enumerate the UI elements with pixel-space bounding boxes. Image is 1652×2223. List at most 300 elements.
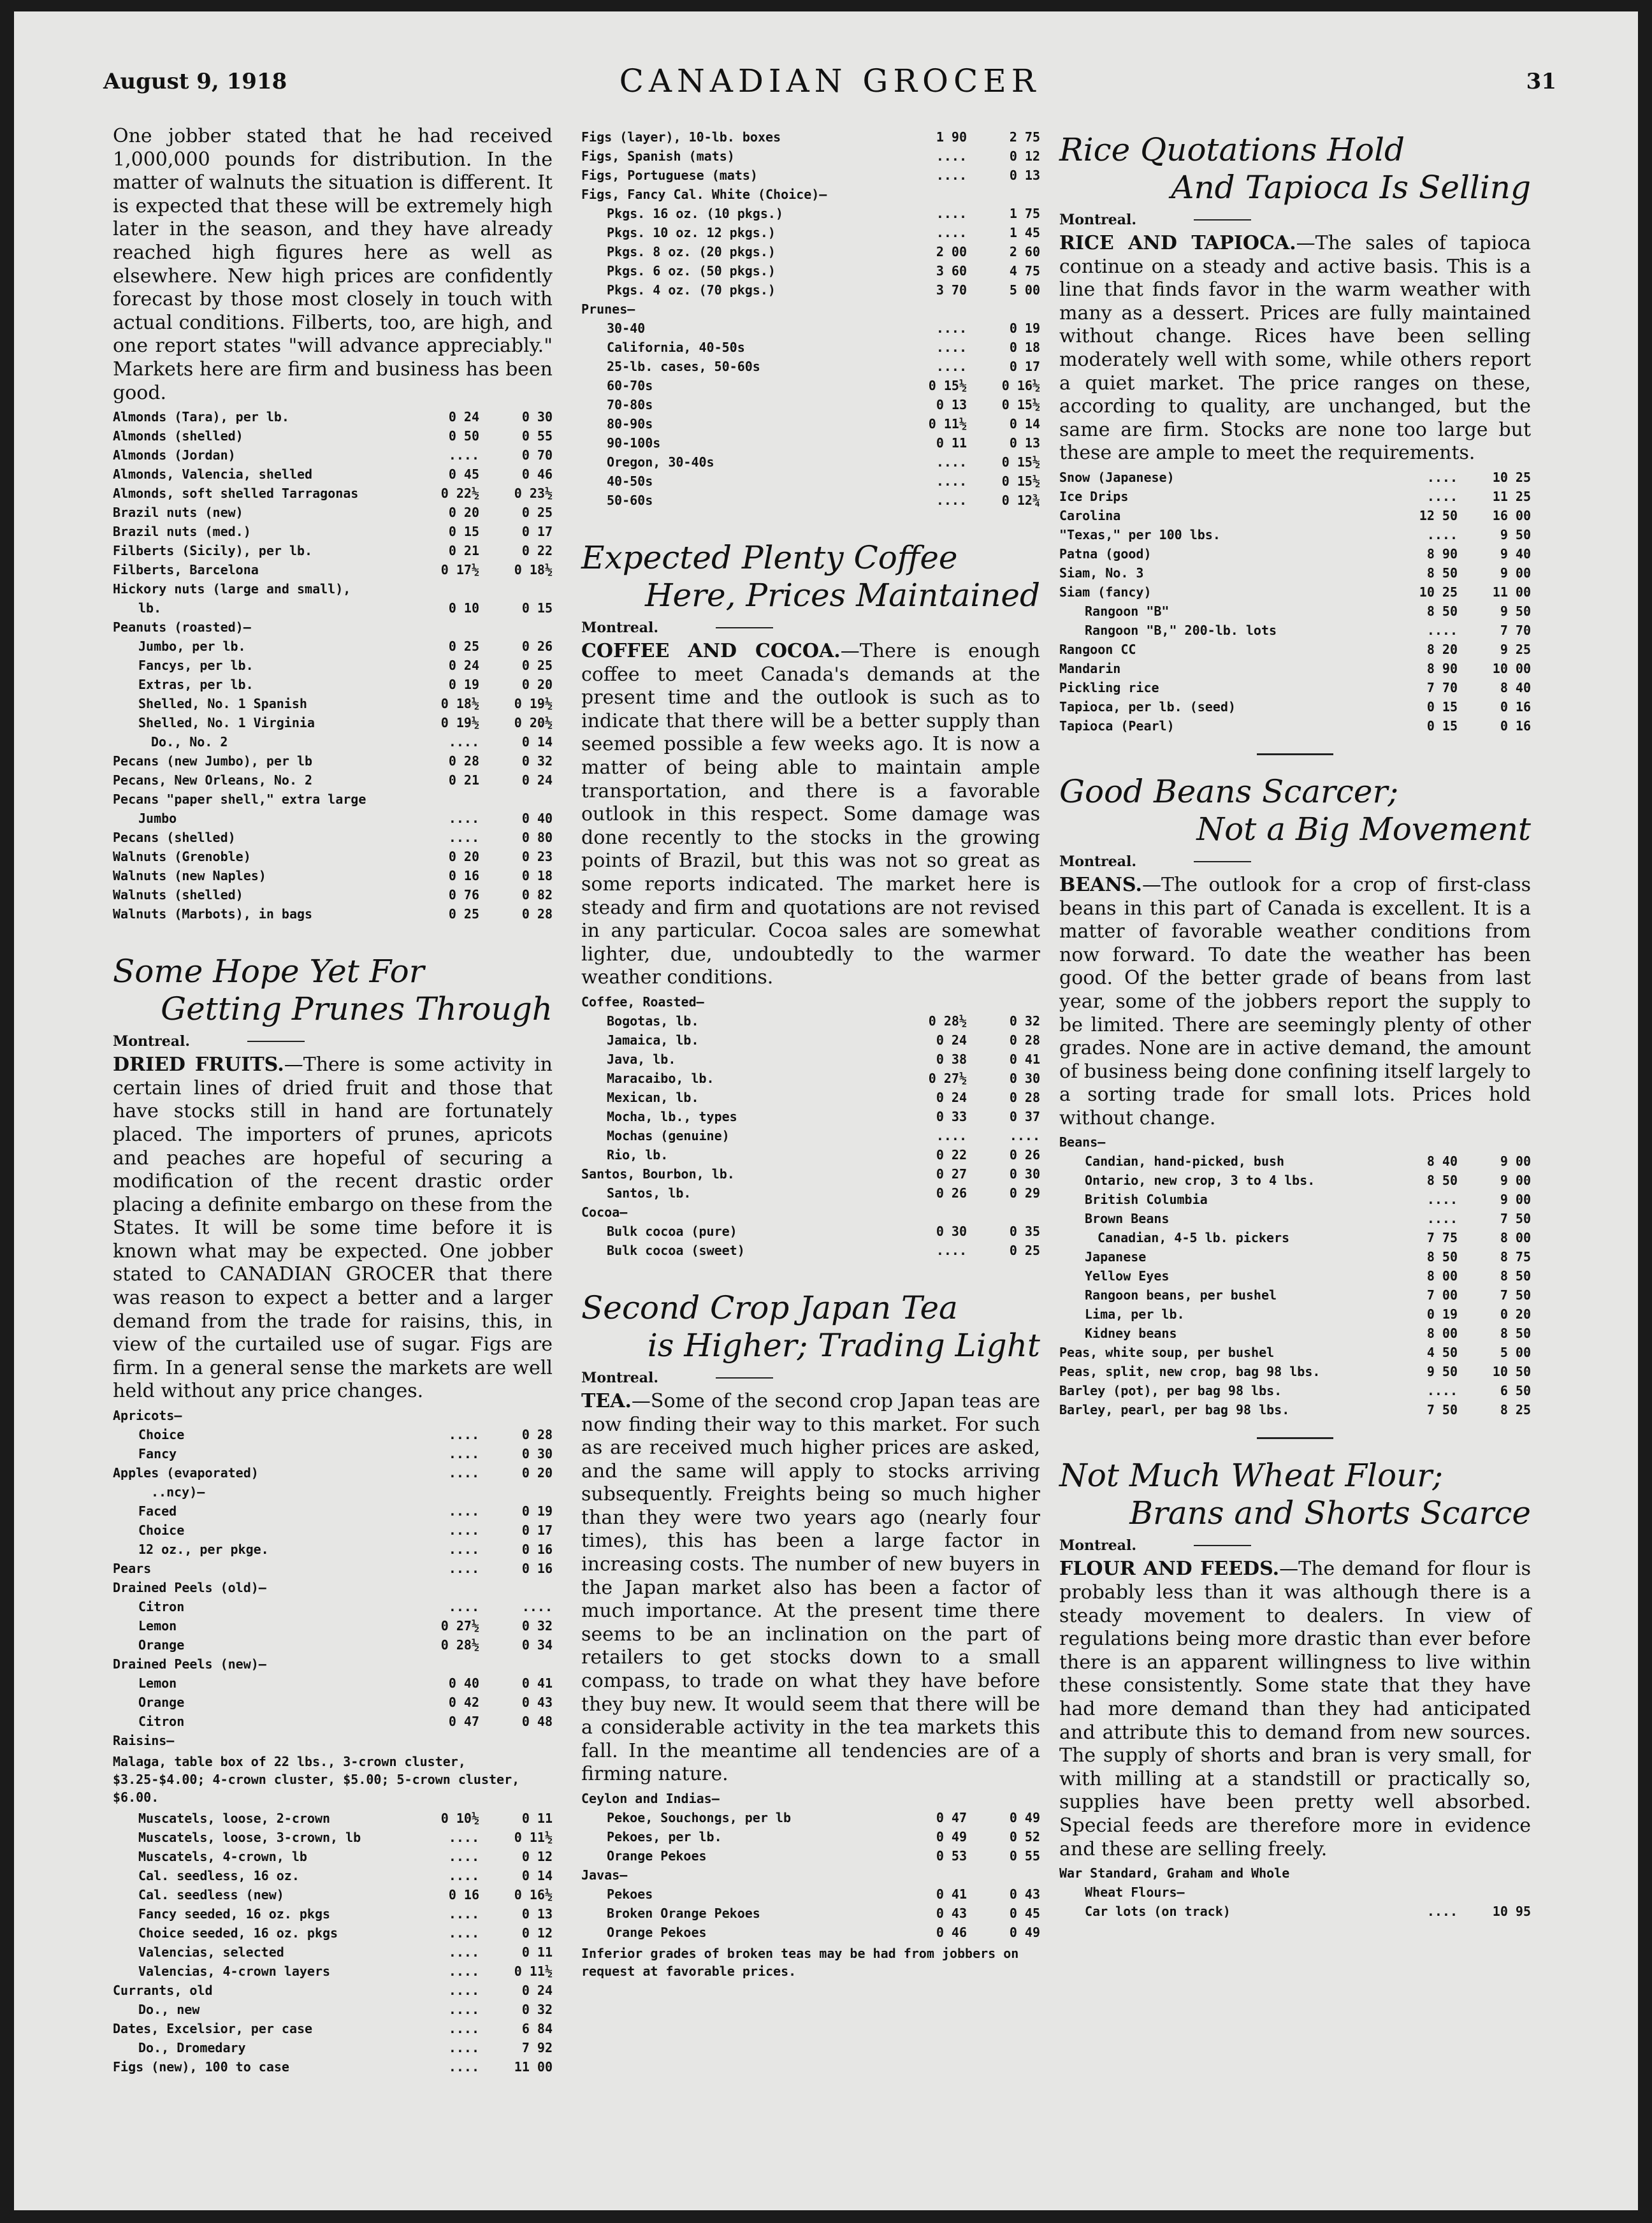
- price-row: [581, 338, 1040, 357]
- price-row: [113, 1981, 553, 2000]
- price-row: [581, 1904, 1040, 1923]
- price-high: [1458, 1883, 1531, 1902]
- item-label: Rangoon beans, per bushel: [1085, 1287, 1277, 1303]
- item-label: Muscatels, loose, 2-crown: [138, 1811, 331, 1827]
- price-high: 1 75: [1009, 206, 1040, 221]
- price-row: [581, 1241, 1040, 1260]
- price-high: 8 50: [1500, 1326, 1531, 1342]
- price-high: 0 12¾: [1001, 493, 1040, 508]
- item-label: Choice: [138, 1523, 185, 1539]
- rice-text: —The sales of tapioca continue on a steady and active basis. This is a line that finds favor in the warm weather with many as a dessert. Prices are fully maintained without change. Rices have been selling moderately well with some, while others report a quiet market. The price ranges on these, according to quality, are unchanged, but the same are firm. Stocks are none too large but these are ample to meet the requirements.: [1059, 232, 1532, 465]
- price-row: [581, 147, 1040, 166]
- price-row: [113, 1655, 553, 1674]
- price-high: [479, 1655, 553, 1674]
- price-high: 10 00: [1492, 660, 1531, 676]
- price-high: 0 11½: [514, 1964, 553, 1980]
- price-high: 0 15½: [1001, 397, 1040, 412]
- price-low: ....: [448, 2002, 479, 2018]
- item-label: Santos, lb.: [607, 1185, 692, 1201]
- price-low: ....: [1426, 1192, 1458, 1208]
- rice-headline: [1059, 131, 1531, 206]
- price-row: [113, 2000, 553, 2019]
- item-label: Valencias, selected: [138, 1944, 284, 1960]
- price-low: ....: [936, 206, 967, 221]
- rice-price-list: [1059, 468, 1531, 735]
- item-label: Barley (pot), per bag 98 lbs.: [1059, 1383, 1282, 1399]
- price-low: 8 50: [1426, 1249, 1458, 1265]
- flour-lead: FLOUR AND FEEDS.: [1059, 1558, 1280, 1581]
- price-low: 0 20: [448, 505, 479, 521]
- price-high: 0 32: [521, 1618, 553, 1634]
- price-low: ....: [1426, 1904, 1458, 1920]
- item-label: Mocha, lb., types: [607, 1108, 737, 1124]
- item-label: War Standard, Graham and Whole: [1059, 1865, 1290, 1881]
- price-row: [113, 1406, 553, 1425]
- dried-fruit-price-list: [113, 1406, 553, 1750]
- price-high: 0 43: [521, 1695, 553, 1711]
- flour-text: —The demand for flour is probably less than it was although there is a steady movement to dealers. In view of regulations being more drastic than ever before there is an apparent willingness to live within these consistently. Some state that they have had more demand than they had anticipated and attribute this to demand from new sources. The supply of shorts and bran is very small, for with milling at a standstill or practically so, supplies have been pretty well absorbed. Special feeds are therefore more in evidence and these are selling freely.: [1059, 1558, 1532, 1860]
- item-label: Orange Pekoes: [607, 1848, 707, 1864]
- price-low: 0 11: [936, 435, 967, 451]
- price-high: 9 25: [1500, 641, 1531, 657]
- price-high: 10 50: [1492, 1364, 1531, 1380]
- price-high: 0 18: [521, 868, 553, 884]
- item-label: Car lots (on track): [1085, 1904, 1231, 1920]
- price-low: 8 20: [1426, 641, 1458, 657]
- price-row: [113, 1962, 553, 1981]
- figs-prunes-price-list: [581, 127, 1040, 510]
- price-high: 8 40: [1500, 679, 1531, 695]
- price-low: 8 40: [1426, 1154, 1458, 1169]
- price-high: 10 25: [1492, 469, 1531, 485]
- price-low: 8 50: [1426, 565, 1458, 581]
- newspaper-page: [14, 11, 1638, 2210]
- item-label: Muscatels, loose, 3-crown, lb: [138, 1830, 361, 1846]
- price-row: [113, 885, 553, 904]
- price-low: 0 76: [448, 887, 479, 903]
- price-low: ....: [448, 830, 479, 846]
- price-high: 0 82: [521, 887, 553, 903]
- price-low: 0 10½: [440, 1811, 479, 1827]
- item-label: Candian, hand-picked, bush: [1085, 1154, 1285, 1169]
- item-label: Pekoe, Souchongs, per lb: [607, 1810, 791, 1825]
- price-high: 0 19: [521, 1503, 553, 1519]
- price-row: [113, 1885, 553, 1904]
- tea-article: [581, 1390, 1040, 1786]
- price-low: 0 20: [448, 849, 479, 865]
- price-row: [581, 300, 1040, 319]
- price-row: [113, 847, 553, 866]
- item-label: Pecans (shelled): [113, 830, 236, 846]
- tea-price-list: [581, 1789, 1040, 1942]
- price-row: [113, 771, 553, 790]
- item-label: Snow (Japanese): [1059, 469, 1175, 485]
- item-label: Pekoes: [607, 1886, 653, 1902]
- price-low: ....: [936, 321, 967, 336]
- price-row: [581, 992, 1040, 1011]
- beans-article: [1059, 874, 1531, 1131]
- price-row: [113, 1847, 553, 1866]
- price-row: [1059, 659, 1531, 678]
- item-label: Figs (layer), 10-lb. boxes: [581, 129, 781, 145]
- item-label: Rangoon "B," 200-lb. lots: [1085, 622, 1277, 638]
- item-label: Patna (good): [1059, 546, 1152, 561]
- price-row: [113, 1674, 553, 1693]
- price-high: 0 30: [1009, 1166, 1040, 1182]
- price-high: 0 24: [521, 1983, 553, 1999]
- price-high: 0 34: [521, 1637, 553, 1653]
- tea-text: —Some of the second crop Japan teas are now finding their way to this market. For such as are received much higher prices are asked, and the same will apply to stocks arriving subsequently. Freights being so much higher than they were two years ago (nearly four times), this has been a large factor in increasing costs. The number of new buyers in the Japan market also has been a factor of much importance. At the present time there seems to be an inclination on the part of retailers to get stocks down to a small compass, to trade on what they have before they buy new. It would seem that there will be a considerable activity in the tea markets this fall. In the meantime all tendencies are of a firming nature.: [581, 1389, 1040, 1786]
- price-low: 0 47: [936, 1810, 967, 1825]
- item-label: Fancy seeded, 16 oz. pkgs: [138, 1906, 331, 1922]
- price-row: [581, 1145, 1040, 1164]
- price-low: 0 15½: [928, 378, 967, 393]
- price-low: [1384, 1864, 1458, 1883]
- item-label: 70-80s: [607, 397, 653, 412]
- price-high: 8 75: [1500, 1249, 1531, 1265]
- price-low: 0 47: [448, 1714, 479, 1730]
- item-label: Beans—: [1059, 1134, 1106, 1150]
- price-row: [113, 732, 553, 751]
- price-row: [113, 426, 553, 445]
- price-high: 10 95: [1492, 1904, 1531, 1920]
- price-row: [113, 1482, 553, 1502]
- item-label: Rangoon CC: [1059, 641, 1136, 657]
- price-high: 0 17: [521, 524, 553, 540]
- item-label: Valencias, 4-crown layers: [138, 1964, 331, 1980]
- raisin-price-list: [113, 1809, 553, 2076]
- price-row: [113, 598, 553, 618]
- item-label: 12 oz., per pkge.: [138, 1542, 269, 1558]
- item-label: Brazil nuts (new): [113, 505, 243, 521]
- price-high: 0 23: [521, 849, 553, 865]
- price-low: ....: [1426, 488, 1458, 504]
- item-label: Dates, Excelsior, per case: [113, 2021, 313, 2037]
- price-row: [1059, 1209, 1531, 1228]
- price-row: [581, 280, 1040, 300]
- item-label: Java, lb.: [607, 1051, 676, 1067]
- price-high: 0 30: [521, 1446, 553, 1462]
- item-label: Cal. seedless, 16 oz.: [138, 1868, 300, 1884]
- price-high: 0 17: [1009, 359, 1040, 374]
- item-label: Extras, per lb.: [138, 677, 254, 693]
- price-low: ....: [448, 1465, 479, 1481]
- rice-dateline: Montreal.: [1059, 212, 1531, 228]
- price-low: [406, 1482, 479, 1502]
- price-row: [113, 465, 553, 484]
- price-row: [113, 1425, 553, 1444]
- price-high: 8 00: [1500, 1230, 1531, 1246]
- price-row: [113, 1712, 553, 1731]
- price-low: 0 19½: [440, 715, 479, 731]
- tea-headline-line2: is Higher; Trading Light: [647, 1326, 1040, 1364]
- price-high: 0 30: [521, 409, 553, 425]
- rice-article: [1059, 232, 1531, 465]
- price-row: [581, 1203, 1040, 1222]
- price-low: ....: [936, 225, 967, 240]
- price-high: 0 16: [521, 1561, 553, 1577]
- price-low: ....: [448, 1906, 479, 1922]
- price-low: ....: [448, 1944, 479, 1960]
- price-row: [581, 127, 1040, 147]
- item-label: Mochas (genuine): [607, 1127, 730, 1143]
- item-label: Yellow Eyes: [1085, 1268, 1170, 1284]
- item-label: Almonds (Tara), per lb.: [113, 409, 289, 425]
- price-row: [113, 2019, 553, 2038]
- price-row: [1059, 563, 1531, 583]
- price-low: [894, 1789, 967, 1808]
- price-low: 8 00: [1426, 1326, 1458, 1342]
- price-row: [113, 1866, 553, 1885]
- price-row: [113, 694, 553, 713]
- beans-dateline: Montreal.: [1059, 853, 1531, 870]
- item-label: Almonds, soft shelled Tarragonas: [113, 486, 359, 502]
- price-high: 0 13: [521, 1906, 553, 1922]
- item-label: Jamaica, lb.: [607, 1032, 699, 1048]
- price-low: ....: [936, 474, 967, 489]
- price-high: 0 20: [521, 1465, 553, 1481]
- item-label: Pekoes, per lb.: [607, 1829, 722, 1844]
- price-row: [113, 503, 553, 522]
- price-high: 0 55: [521, 428, 553, 444]
- item-label: 25-lb. cases, 50-60s: [607, 359, 760, 374]
- price-high: 0 15½: [1001, 454, 1040, 470]
- item-label: British Columbia: [1085, 1192, 1208, 1208]
- price-high: 0 25: [1009, 1242, 1040, 1258]
- price-high: 0 49: [1009, 1810, 1040, 1825]
- price-high: 0 40: [521, 811, 553, 827]
- beans-headline-line1: Good Beans Scarcer;: [1059, 772, 1399, 810]
- price-low: 0 50: [448, 428, 479, 444]
- price-row: [581, 185, 1040, 204]
- item-label: Peas, split, new crop, bag 98 lbs.: [1059, 1364, 1321, 1380]
- flour-price-list: [1059, 1864, 1531, 1921]
- price-high: [479, 579, 553, 598]
- price-high: [967, 1789, 1040, 1808]
- price-high: 0 15: [521, 600, 553, 616]
- price-row: [1059, 716, 1531, 735]
- price-high: 7 50: [1500, 1287, 1531, 1303]
- price-low: 0 24: [448, 409, 479, 425]
- price-row: [113, 541, 553, 560]
- item-label: Bulk cocoa (pure): [607, 1223, 737, 1239]
- price-row: [581, 491, 1040, 510]
- item-label: Canadian, 4-5 lb. pickers: [1098, 1230, 1290, 1246]
- tea-lead: TEA.: [581, 1389, 632, 1412]
- price-high: 0 14: [521, 734, 553, 750]
- item-label: Filberts, Barcelona: [113, 562, 259, 578]
- item-label: Fancy: [138, 1446, 177, 1462]
- column-2: [581, 125, 1040, 1980]
- item-label: Santos, Bourbon, lb.: [581, 1166, 735, 1182]
- price-row: [1059, 525, 1531, 544]
- price-high: 0 43: [1009, 1886, 1040, 1902]
- price-high: 8 25: [1500, 1402, 1531, 1418]
- price-row: [581, 1088, 1040, 1107]
- price-low: ....: [1426, 1211, 1458, 1227]
- item-label: Peanuts (roasted)—: [113, 619, 251, 635]
- price-high: 0 13: [1009, 435, 1040, 451]
- price-high: 1 45: [1009, 225, 1040, 240]
- item-label: Rangoon "B": [1085, 603, 1170, 619]
- price-high: 0 52: [1009, 1829, 1040, 1844]
- item-label: 80-90s: [607, 416, 653, 431]
- price-low: [894, 992, 967, 1011]
- item-label: Rio, lb.: [607, 1147, 669, 1162]
- price-low: 1 90: [936, 129, 967, 145]
- price-row: [581, 1808, 1040, 1827]
- item-label: Pkgs. 10 oz. 12 pkgs.): [607, 225, 776, 240]
- price-row: [113, 1502, 553, 1521]
- price-low: [894, 300, 967, 319]
- item-label: Maracaibo, lb.: [607, 1070, 714, 1086]
- item-label: Choice seeded, 16 oz. pkgs: [138, 1925, 338, 1941]
- price-row: [113, 656, 553, 675]
- price-low: ....: [448, 1830, 479, 1846]
- item-label: ..ncy)—: [151, 1484, 205, 1500]
- item-label: Peas, white soup, per bushel: [1059, 1345, 1275, 1361]
- price-low: ....: [448, 1446, 479, 1462]
- item-label: Mandarin: [1059, 660, 1121, 676]
- price-row: [581, 433, 1040, 453]
- item-label: Almonds (Jordan): [113, 447, 236, 463]
- item-label: Do., No. 2: [151, 734, 228, 750]
- price-high: 0 11½: [514, 1830, 553, 1846]
- malaga-note: Malaga, table box of 22 lbs., 3-crown cluster, $3.25-$4.00; 4-crown cluster, $5.00; 5-crown cluster, $6.00.: [113, 1754, 520, 1806]
- price-low: ....: [448, 811, 479, 827]
- price-row: [113, 1809, 553, 1828]
- price-high: 2 60: [1009, 244, 1040, 259]
- price-row: [113, 1540, 553, 1559]
- price-low: 0 10: [448, 600, 479, 616]
- price-row: [113, 1904, 553, 1923]
- price-high: 0 19: [1009, 321, 1040, 336]
- price-high: 0 28: [1009, 1089, 1040, 1105]
- item-label: Pecans, New Orleans, No. 2: [113, 772, 313, 788]
- price-low: ....: [936, 148, 967, 164]
- item-label: Cocoa—: [581, 1204, 628, 1220]
- price-row: [113, 637, 553, 656]
- coffee-text: —There is enough coffee to meet Canada's demands at the present time and the outlook is such as to indicate that there will be a better supply than seemed possible a few weeks ago. It is now a matter of being able to maintain ample transportation, and there is a favorable outlook in this respect. Some damage was done recently to the stocks in the growing points of Brazil, but this was not so great as some reports indicated. The market here is steady and firm and quotations are not revised in any particular. Cocoa sales are somewhat lighter, due, undoubtedly to the warmer weather conditions.: [581, 640, 1040, 989]
- item-label: Pecans "paper shell," extra large: [113, 792, 366, 807]
- price-high: 0 46: [521, 467, 553, 482]
- price-low: ....: [936, 454, 967, 470]
- item-label: Oregon, 30-40s: [607, 454, 714, 470]
- price-high: [1458, 1864, 1531, 1883]
- price-low: 0 21: [448, 772, 479, 788]
- price-high: 0 12: [521, 1849, 553, 1865]
- item-label: Shelled, No. 1 Virginia: [138, 715, 315, 731]
- price-high: 0 11: [521, 1944, 553, 1960]
- price-row: [1059, 583, 1531, 602]
- item-label: Pecans (new Jumbo), per lb: [113, 753, 313, 769]
- item-label: Pickling rice: [1059, 679, 1159, 695]
- item-label: California, 40-50s: [607, 340, 745, 355]
- page-header: [103, 62, 1556, 107]
- price-row: [581, 319, 1040, 338]
- item-label: Japanese: [1085, 1249, 1147, 1265]
- price-low: 0 16: [448, 868, 479, 884]
- item-label: 90-100s: [607, 435, 661, 451]
- price-row: [113, 1616, 553, 1635]
- item-label: Lima, per lb.: [1085, 1307, 1185, 1322]
- item-label: Shelled, No. 1 Spanish: [138, 696, 307, 712]
- price-row: [113, 713, 553, 732]
- price-low: ....: [448, 1849, 479, 1865]
- price-row: [113, 1731, 553, 1750]
- price-high: 11 00: [1492, 584, 1531, 600]
- price-high: [479, 1578, 553, 1597]
- item-label: Citron: [138, 1714, 185, 1730]
- item-label: Jumbo: [138, 811, 177, 827]
- price-row: [581, 395, 1040, 414]
- flour-headline: [1059, 1457, 1531, 1532]
- price-low: 0 33: [936, 1108, 967, 1124]
- item-label: Brazil nuts (med.): [113, 524, 251, 540]
- price-high: 0 41: [521, 1676, 553, 1691]
- item-label: Drained Peels (new)—: [113, 1656, 266, 1672]
- nuts-price-list: [113, 407, 553, 923]
- price-high: [967, 300, 1040, 319]
- item-label: Drained Peels (old)—: [113, 1580, 266, 1596]
- prunes-headline-line1: Some Hope Yet For: [113, 953, 424, 990]
- price-row: [1059, 1285, 1531, 1305]
- price-low: 0 45: [448, 467, 479, 482]
- item-label: Barley, pearl, per bag 98 lbs.: [1059, 1402, 1290, 1418]
- price-high: 2 75: [1009, 129, 1040, 145]
- price-low: 0 49: [936, 1829, 967, 1844]
- price-low: [894, 185, 967, 204]
- price-row: [1059, 1133, 1531, 1152]
- price-row: [113, 790, 553, 809]
- price-high: 0 25: [521, 658, 553, 674]
- price-row: [1059, 678, 1531, 697]
- price-row: [581, 357, 1040, 376]
- price-high: 0 14: [1009, 416, 1040, 431]
- nuts-intro: One jobber stated that he had received 1,000,000 pounds for distribution. In the matter of walnuts the situation is different. It is expected that these will be extremely high later in the season, and they have already reached high figures here as well as elsewhere. New high prices are confidently forecast by those most closely in touch with actual conditions. Filberts, too, are high, and one report states "will advance appreciably." Markets here are firm and business has been good.: [113, 125, 553, 404]
- price-row: [1059, 640, 1531, 659]
- price-high: 7 92: [521, 2040, 553, 2056]
- price-row: [1059, 1902, 1531, 1921]
- price-high: 9 40: [1500, 546, 1531, 561]
- price-row: [1059, 468, 1531, 487]
- item-label: Lemon: [138, 1676, 177, 1691]
- price-high: 0 12: [521, 1925, 553, 1941]
- flour-article: [1059, 1558, 1531, 1861]
- flour-headline-line2: Brans and Shorts Scarce: [1129, 1495, 1531, 1532]
- price-low: ....: [448, 1983, 479, 1999]
- item-label: Walnuts (Grenoble): [113, 849, 251, 865]
- price-row: [1059, 1883, 1531, 1902]
- price-high: ....: [1009, 1127, 1040, 1143]
- item-label: Figs, Portuguese (mats): [581, 168, 758, 183]
- price-row: [1059, 1266, 1531, 1285]
- price-low: ....: [936, 493, 967, 508]
- price-high: 9 50: [1500, 526, 1531, 542]
- price-high: 0 30: [1009, 1070, 1040, 1086]
- price-low: ....: [448, 447, 479, 463]
- price-row: [581, 1107, 1040, 1126]
- price-low: 0 46: [936, 1925, 967, 1940]
- price-low: 12 50: [1419, 507, 1458, 523]
- price-row: [1059, 1381, 1531, 1400]
- flour-dateline: Montreal.: [1059, 1537, 1531, 1554]
- item-label: Ceylon and Indias—: [581, 1791, 720, 1806]
- price-high: 0 35: [1009, 1223, 1040, 1239]
- price-row: [113, 751, 553, 771]
- item-label: Raisins—: [113, 1733, 175, 1749]
- price-row: [113, 1635, 553, 1655]
